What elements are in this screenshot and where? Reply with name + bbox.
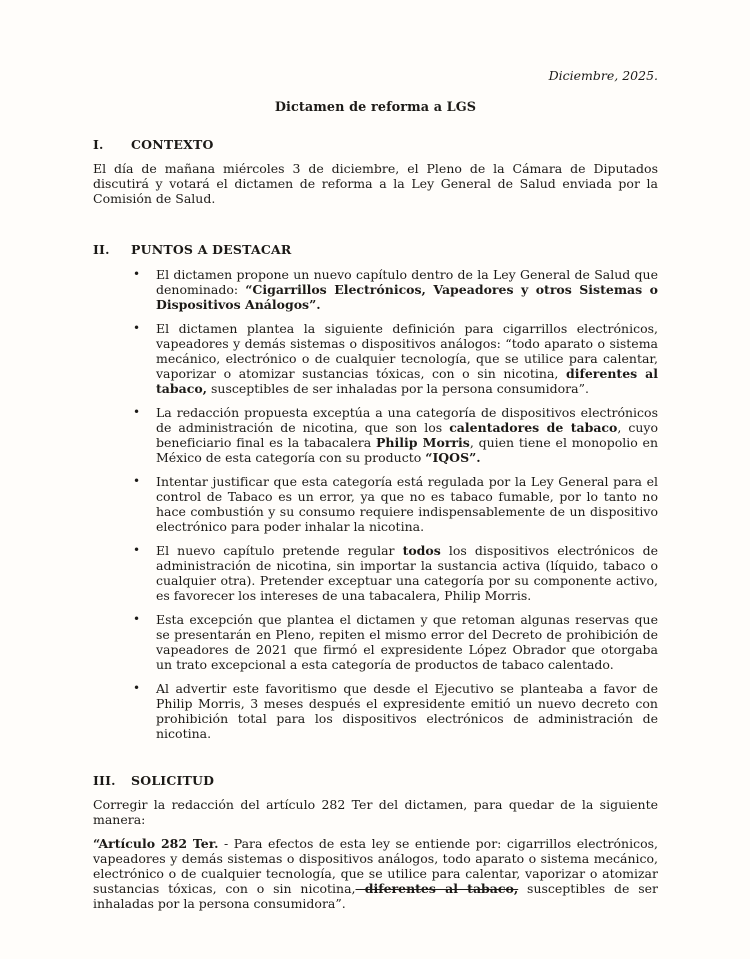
- bullet-text: [156, 681, 658, 741]
- text-run: El día de mañana miércoles 3 de diciembre, el Pleno de la Cámara de Diputados discutirá y votará el dictamen de reforma a la Ley General de Salud enviada por la Comisión de Salud.: [93, 161, 658, 206]
- bullet-icon: •: [133, 405, 141, 419]
- section-number: III.: [93, 773, 116, 788]
- bullet-item: [93, 267, 658, 312]
- section-title: PUNTOS A DESTACAR: [131, 242, 292, 257]
- text-run: , quien tiene el monopolio en México de esta categoría con su producto: [156, 435, 658, 465]
- paragraph: [93, 836, 658, 911]
- bullet-icon: •: [133, 543, 141, 557]
- bullet-icon: •: [133, 681, 141, 695]
- text-run: susceptibles de ser inhaladas por la persona consumidora”.: [207, 381, 589, 396]
- text-run: “IQOS”.: [425, 450, 481, 465]
- document-date: Diciembre, 2025.: [548, 68, 658, 83]
- text-run: “Artículo 282 Ter.: [93, 836, 219, 851]
- bullet-item: [93, 405, 658, 465]
- section-blocks-puntos: [93, 267, 658, 741]
- paragraph: [93, 797, 658, 827]
- bullet-text: [156, 612, 658, 672]
- section-heading-contexto: [93, 137, 658, 152]
- section-puntos-a-destacar: [93, 242, 658, 741]
- bullet-icon: •: [133, 474, 141, 488]
- section-blocks-solicitud: [93, 797, 658, 911]
- bullet-item: [93, 474, 658, 534]
- section-heading-solicitud: [93, 773, 658, 788]
- document-title: Dictamen de reforma a LGS: [274, 100, 477, 115]
- text-run: El dictamen propone un nuevo capítulo dentro de la Ley General de Salud que denominado:: [156, 267, 658, 297]
- text-run: Corregir la redacción del artículo 282 Ter del dictamen, para quedar de la siguiente manera:: [93, 797, 658, 827]
- bullet-icon: •: [133, 267, 141, 281]
- section-number: II.: [93, 242, 110, 257]
- bullet-item: [93, 321, 658, 396]
- bullet-icon: •: [133, 321, 141, 335]
- bullet-item: [93, 543, 658, 603]
- section-title: CONTEXTO: [131, 137, 214, 152]
- section-contexto: [93, 137, 658, 206]
- text-run: - Para efectos de esta ley se entiende por: cigarrillos electrónicos, vapeadores y demás sistemas o dispositivos análogos, todo aparato o sistema mecánico, electrónico o de cualquier tecnología, que se utilice para calentar, vaporizar o atomizar sustancias tóxicas, con o sin nicotina,: [93, 836, 658, 896]
- text-run: calentadores de tabaco: [449, 420, 618, 435]
- bullet-text: [156, 543, 658, 603]
- section-heading-puntos: [93, 242, 658, 257]
- paragraph: [93, 161, 658, 206]
- bullet-item: [93, 681, 658, 741]
- bullet-icon: •: [133, 612, 141, 626]
- bullet-text: [156, 474, 658, 534]
- text-run: La redacción propuesta exceptúa a una categoría de dispositivos electrónicos de administración de nicotina, que son los: [156, 405, 658, 435]
- bullet-text: [156, 321, 658, 396]
- text-run: “Cigarrillos Electrónicos, Vapeadores y otros Sistemas o Dispositivos Análogos”.: [156, 282, 659, 312]
- text-run: diferentes al tabaco,: [156, 366, 658, 396]
- text-run: El nuevo capítulo pretende regular: [156, 543, 403, 558]
- text-run: Intentar justificar que esta categoría está regulada por la Ley General para el control de Tabaco es un error, ya que no es tabaco fumable, por lo tanto no hace combustión y su consumo requiere indispensablemente de un dispositivo electrónico para poder inhalar la nicotina.: [156, 474, 658, 534]
- text-run: El dictamen plantea la siguiente definición para cigarrillos electrónicos, vapeadores y demás sistemas o dispositivos análogos: “todo aparato o sistema mecánico, electrónico o de cualquier tecnología, que se utilice para calentar, vaporizar o atomizar sustancias tóxicas, con o sin nicotina,: [156, 321, 658, 381]
- bullet-text: [156, 405, 658, 465]
- section-title: SOLICITUD: [131, 773, 215, 788]
- text-run: Esta excepción que plantea el dictamen y que retoman algunas reservas que se presentarán en Pleno, repiten el mismo error del Decreto de prohibición de vapeadores de 2021 que firmó el expresidente López Obrador que otorgaba un trato excepcional a esta categoría de productos de tabaco calentado.: [156, 612, 658, 672]
- text-run: susceptibles de ser inhaladas por la persona consumidora”.: [93, 881, 658, 911]
- bullet-item: [93, 612, 658, 672]
- bullet-text: [156, 267, 658, 312]
- section-solicitud: [93, 773, 658, 911]
- text-run: , cuyo beneficiario final es la tabacalera: [156, 420, 659, 450]
- text-run: los dispositivos electrónicos de administración de nicotina, sin importar la sustancia activa (líquido, tabaco o cualquier otra). Pretender exceptuar una categoría por su componente activo, es favorecer los intereses de una tabacalera, Philip Morris.: [156, 543, 658, 603]
- text-run: todos: [402, 543, 441, 558]
- section-number: I.: [93, 137, 104, 152]
- section-blocks-contexto: [93, 161, 658, 206]
- text-run: Al advertir este favoritismo que desde el Ejecutivo se planteaba a favor de Philip Morris, 3 meses después el expresidente emitió un nuevo decreto con prohibición total para los dispositivos electrónicos de administración de nicotina.: [156, 681, 658, 741]
- text-run: diferentes al tabaco,: [355, 881, 519, 896]
- text-run: Philip Morris: [376, 435, 470, 450]
